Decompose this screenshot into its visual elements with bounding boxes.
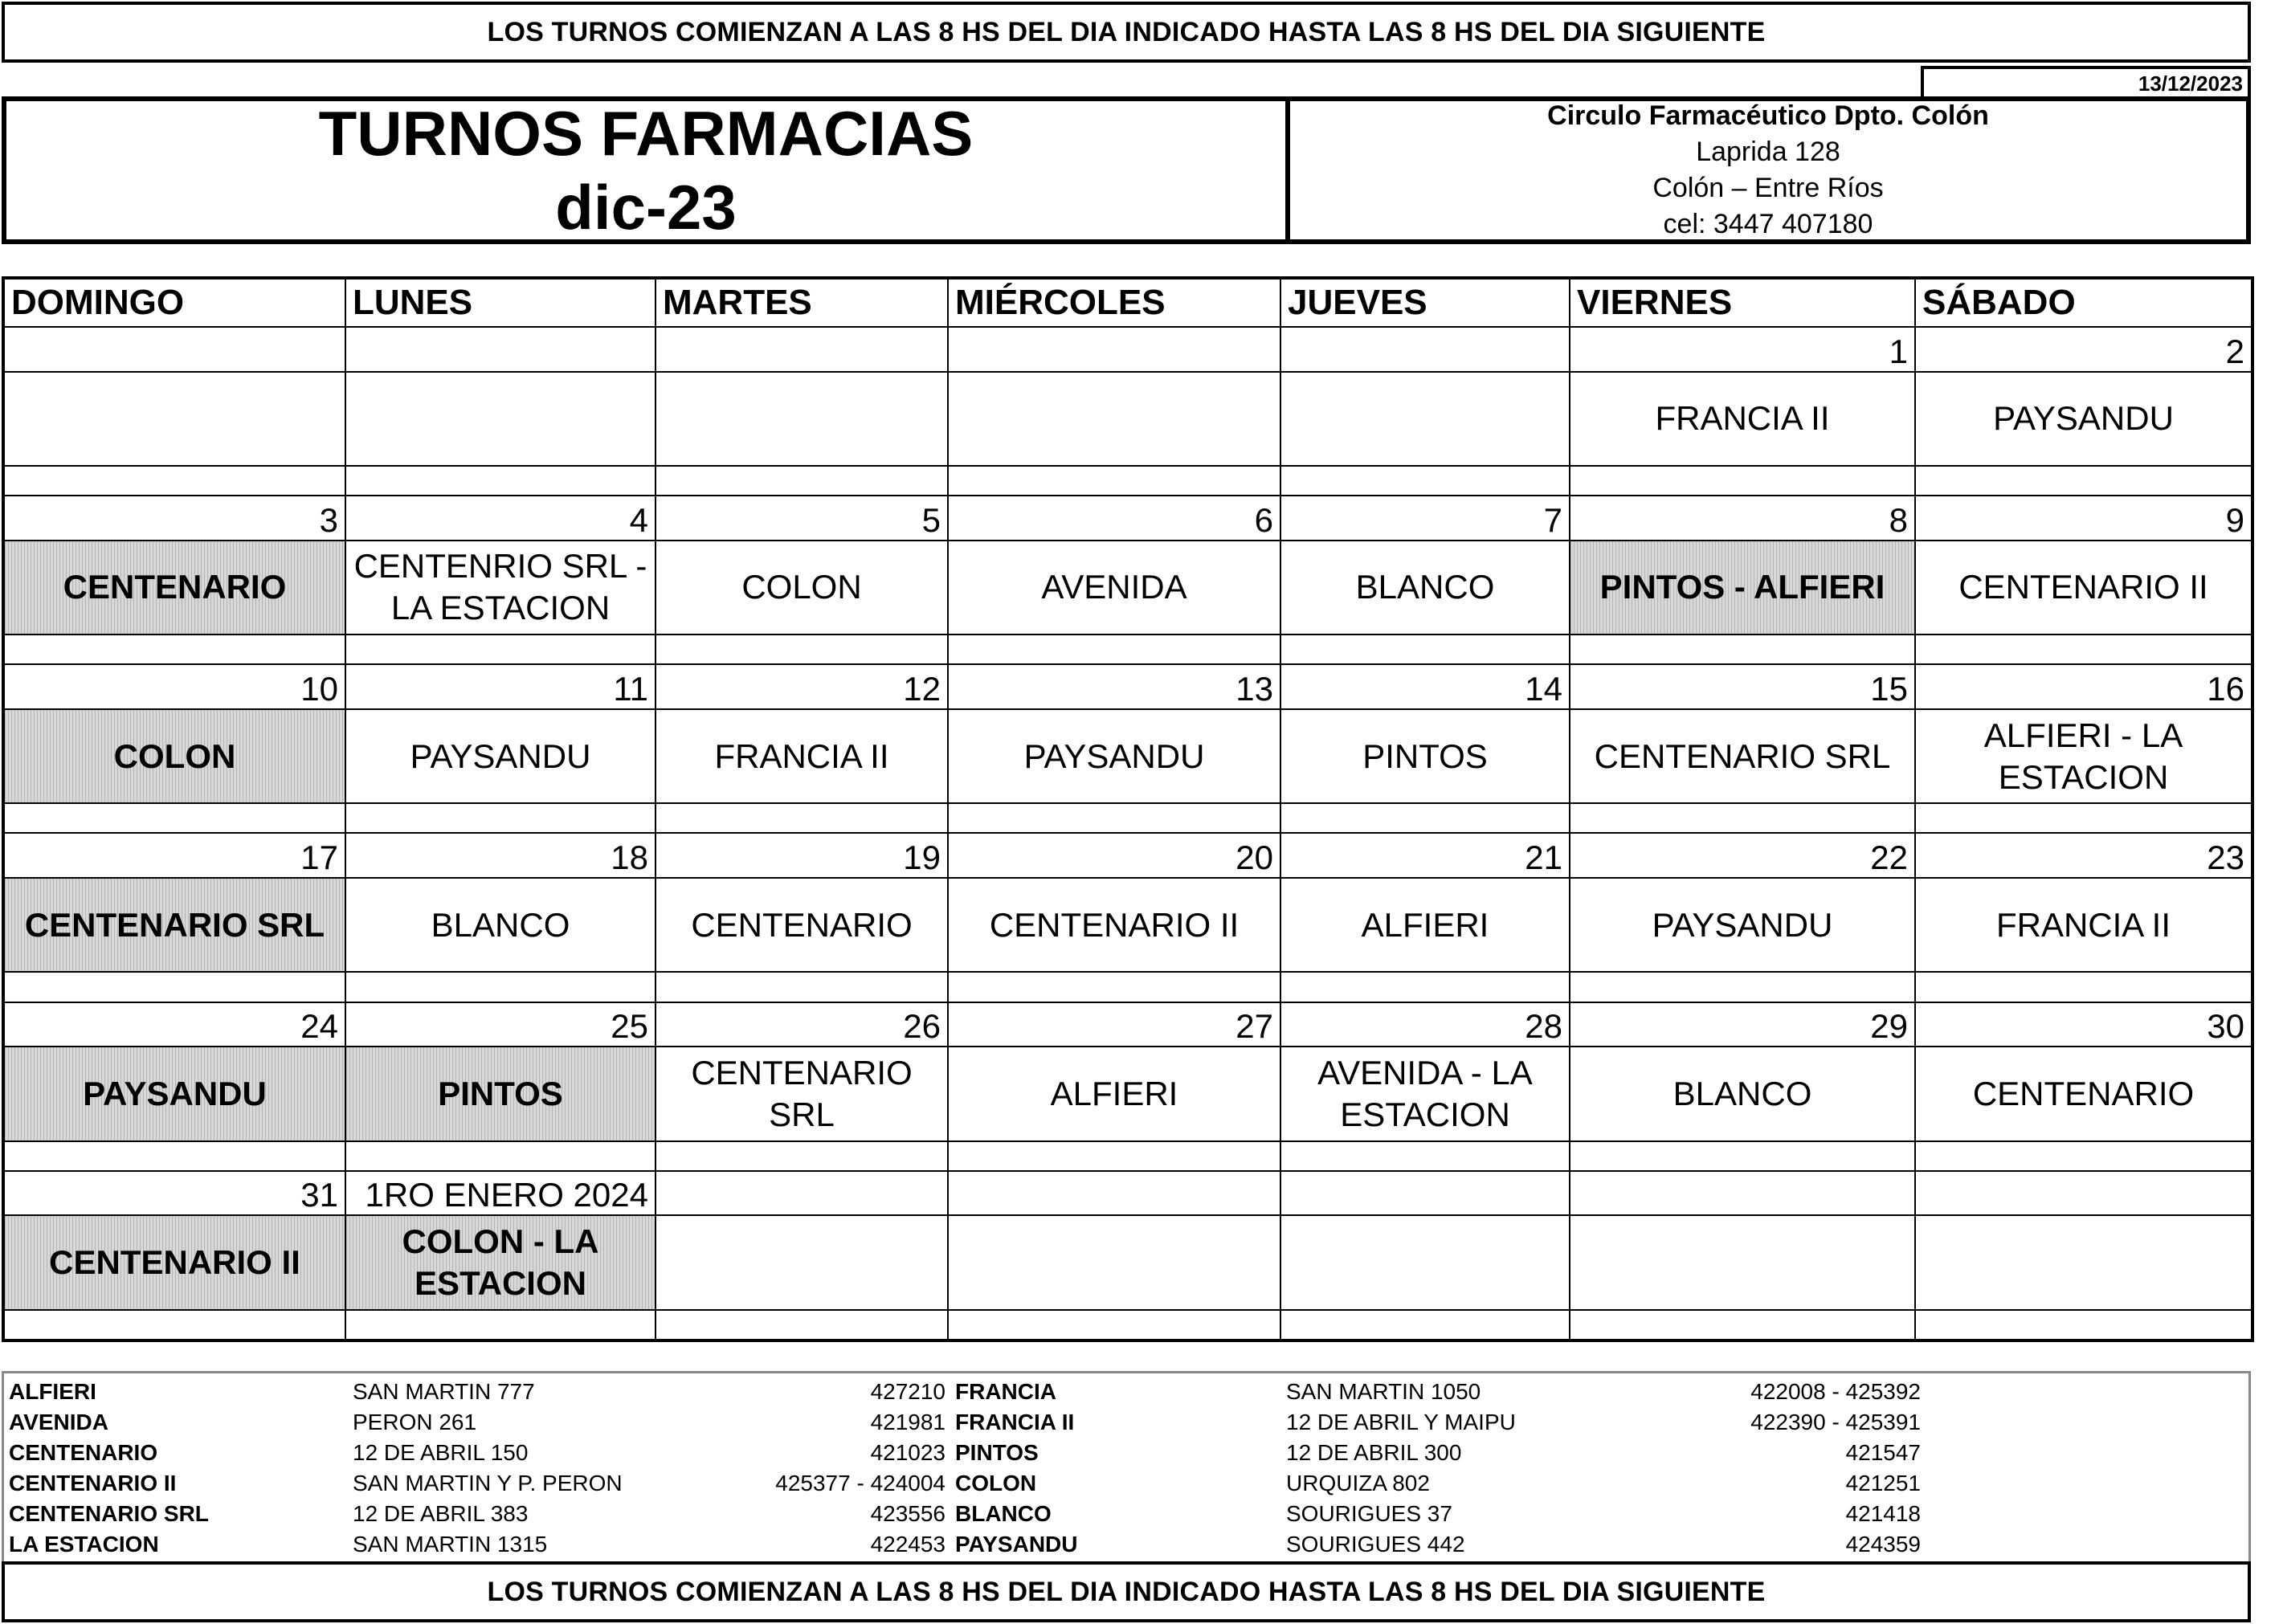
- pharmacy-name: LA ESTACION: [9, 1532, 159, 1557]
- title-block: [6, 98, 1290, 243]
- pharmacy-phone: 421023: [870, 1440, 945, 1465]
- pharmacy-name: CENTENARIO II: [9, 1471, 177, 1495]
- spacer-cell: [345, 972, 656, 1002]
- date-number: 28: [1280, 1002, 1570, 1047]
- weekday-header: VIERNES: [1570, 278, 1915, 327]
- on-duty-pharmacy: COLON: [656, 541, 948, 635]
- pharmacy-phone: 423556: [870, 1501, 945, 1526]
- pharmacy-row: [4, 1499, 1926, 1529]
- on-duty-pharmacy: ALFIERI - LA ESTACION: [1915, 709, 2252, 803]
- calendar-body: [3, 327, 2252, 1340]
- date-number: 12: [656, 664, 948, 709]
- date-number: 18: [345, 833, 656, 878]
- pharmacy-name: PINTOS: [955, 1440, 1039, 1465]
- spacer-cell: [3, 1141, 345, 1171]
- date-number: 6: [948, 496, 1280, 541]
- header: [2, 96, 2251, 244]
- on-duty-pharmacy: FRANCIA II: [1915, 878, 2252, 972]
- date-number-row: [3, 1171, 2252, 1216]
- on-duty-pharmacy: PINTOS: [1280, 709, 1570, 803]
- date-number: [1915, 1171, 2252, 1216]
- pharmacy-directory-table: [4, 1377, 1926, 1560]
- pharmacy-phone: 422453: [870, 1532, 945, 1557]
- pharmacy-address: URQUIZA 802: [1286, 1471, 1430, 1495]
- on-duty-pharmacy: PAYSANDU: [948, 709, 1280, 803]
- weekday-header: DOMINGO: [3, 278, 345, 327]
- pharmacy-name: PAYSANDU: [955, 1532, 1078, 1557]
- date-number: [1280, 1171, 1570, 1216]
- spacer-cell: [345, 1141, 656, 1171]
- duty-row: [3, 372, 2252, 466]
- date-number: 15: [1570, 664, 1915, 709]
- pharmacy-phone: 421418: [1845, 1501, 1921, 1526]
- date-number: 31: [3, 1171, 345, 1216]
- date-number-row: [3, 327, 2252, 372]
- on-duty-pharmacy: CENTENARIO II: [948, 878, 1280, 972]
- spacer-row: [3, 1141, 2252, 1171]
- pharmacy-phone: 427210: [870, 1379, 945, 1404]
- weekday-header: MIÉRCOLES: [948, 278, 1280, 327]
- spacer-row: [3, 803, 2252, 833]
- pharmacy-name: COLON: [955, 1471, 1037, 1495]
- pharmacy-name: FRANCIA: [955, 1379, 1056, 1404]
- on-duty-pharmacy: PAYSANDU: [1570, 878, 1915, 972]
- date-number: 22: [1570, 833, 1915, 878]
- on-duty-pharmacy: PAYSANDU: [345, 709, 656, 803]
- date-number: 16: [1915, 664, 2252, 709]
- pharmacy-row: [4, 1438, 1926, 1468]
- duty-row: [3, 709, 2252, 803]
- date-number: 21: [1280, 833, 1570, 878]
- date-number: 29: [1570, 1002, 1915, 1047]
- pharmacy-address: 12 DE ABRIL 383: [353, 1501, 529, 1526]
- pharmacy-address: SAN MARTIN 777: [353, 1379, 535, 1404]
- spacer-cell: [1915, 466, 2252, 496]
- month-label: dic-23: [555, 172, 737, 243]
- on-duty-pharmacy: FRANCIA II: [656, 709, 948, 803]
- spacer-cell: [1570, 466, 1915, 496]
- spacer-cell: [948, 803, 1280, 833]
- spacer-cell: [1915, 1141, 2252, 1171]
- on-duty-pharmacy: CENTENARIO SRL: [3, 878, 345, 972]
- date-number: 10: [3, 664, 345, 709]
- spacer-cell: [656, 972, 948, 1002]
- pharmacy-phone: 421981: [870, 1410, 945, 1434]
- spacer-cell: [948, 1310, 1280, 1340]
- date-number-row: [3, 833, 2252, 878]
- top-notice-banner: LOS TURNOS COMIENZAN A LAS 8 HS DEL DIA INDICADO HASTA LAS 8 HS DEL DIA SIGUIENTE: [2, 2, 2251, 63]
- spacer-cell: [656, 1141, 948, 1171]
- date-number-row: [3, 1002, 2252, 1047]
- pharmacy-name: AVENIDA: [9, 1410, 108, 1434]
- spacer-cell: [1280, 972, 1570, 1002]
- spacer-row: [3, 1310, 2252, 1340]
- page-title: TURNOS FARMACIAS: [318, 98, 974, 169]
- pharmacy-name: ALFIERI: [9, 1379, 96, 1404]
- duty-row: [3, 541, 2252, 635]
- spacer-cell: [345, 1310, 656, 1340]
- pharmacy-address: SAN MARTIN 1050: [1286, 1379, 1481, 1404]
- spacer-cell: [1280, 1310, 1570, 1340]
- weekday-header: SÁBADO: [1915, 278, 2252, 327]
- spacer-row: [3, 972, 2252, 1002]
- spacer-row: [3, 466, 2252, 496]
- on-duty-pharmacy: BLANCO: [1280, 541, 1570, 635]
- spacer-cell: [345, 803, 656, 833]
- on-duty-pharmacy: CENTENARIO SRL: [1570, 709, 1915, 803]
- duty-row: [3, 878, 2252, 972]
- pharmacy-name: CENTENARIO SRL: [9, 1501, 209, 1526]
- on-duty-pharmacy: CENTENARIO: [3, 541, 345, 635]
- spacer-cell: [656, 1310, 948, 1340]
- date-number: 3: [3, 496, 345, 541]
- issue-date: 13/12/2023: [1921, 66, 2251, 96]
- spacer-cell: [1915, 1310, 2252, 1340]
- on-duty-pharmacy: [345, 372, 656, 466]
- date-number: 25: [345, 1002, 656, 1047]
- on-duty-pharmacy: FRANCIA II: [1570, 372, 1915, 466]
- on-duty-pharmacy: PAYSANDU: [1915, 372, 2252, 466]
- org-name: Circulo Farmacéutico Dpto. Colón: [1547, 100, 1989, 131]
- pharmacy-name: FRANCIA II: [955, 1410, 1075, 1434]
- date-number: [656, 1171, 948, 1216]
- date-number-row: [3, 496, 2252, 541]
- on-duty-pharmacy: [656, 372, 948, 466]
- pharmacy-name: CENTENARIO: [9, 1440, 158, 1465]
- on-duty-pharmacy: AVENIDA: [948, 541, 1280, 635]
- pharmacy-phone: 422390 - 425391: [1750, 1410, 1921, 1434]
- org-phone: cel: 3447 407180: [1663, 209, 1873, 239]
- date-number: [948, 327, 1280, 372]
- spacer-cell: [948, 972, 1280, 1002]
- spacer-cell: [1570, 1141, 1915, 1171]
- pharmacy-address: SOURIGUES 37: [1286, 1501, 1452, 1526]
- spacer-cell: [1280, 466, 1570, 496]
- spacer-cell: [1570, 1310, 1915, 1340]
- pharmacy-name: BLANCO: [955, 1501, 1052, 1526]
- weekday-header: MARTES: [656, 278, 948, 327]
- pharmacy-address: 12 DE ABRIL Y MAIPU: [1286, 1410, 1516, 1434]
- spacer-cell: [345, 635, 656, 664]
- on-duty-pharmacy: ALFIERI: [1280, 878, 1570, 972]
- pharmacy-address: 12 DE ABRIL 150: [353, 1440, 529, 1465]
- date-number: 30: [1915, 1002, 2252, 1047]
- date-number: 23: [1915, 833, 2252, 878]
- spacer-cell: [3, 466, 345, 496]
- spacer-cell: [1915, 803, 2252, 833]
- pharmacy-phone: 421547: [1845, 1440, 1921, 1465]
- pharmacy-row: [4, 1468, 1926, 1499]
- bottom-notice-banner: LOS TURNOS COMIENZAN A LAS 8 HS DEL DIA INDICADO HASTA LAS 8 HS DEL DIA SIGUIENTE: [2, 1561, 2251, 1622]
- on-duty-pharmacy: [948, 1215, 1280, 1309]
- spacer-cell: [1570, 972, 1915, 1002]
- on-duty-pharmacy: [1280, 372, 1570, 466]
- pharmacy-phone: 424359: [1845, 1532, 1921, 1557]
- on-duty-pharmacy: BLANCO: [345, 878, 656, 972]
- date-number: 26: [656, 1002, 948, 1047]
- spacer-cell: [1280, 635, 1570, 664]
- date-number: 4: [345, 496, 656, 541]
- date-number: [345, 327, 656, 372]
- on-duty-pharmacy: CENTENARIO SRL: [656, 1047, 948, 1140]
- spacer-cell: [345, 466, 656, 496]
- spacer-cell: [1915, 635, 2252, 664]
- on-duty-pharmacy: CENTENARIO: [656, 878, 948, 972]
- pharmacy-address: SOURIGUES 442: [1286, 1532, 1465, 1557]
- on-duty-pharmacy: [948, 372, 1280, 466]
- on-duty-pharmacy: CENTENARIO II: [1915, 541, 2252, 635]
- on-duty-pharmacy: [1915, 1215, 2252, 1309]
- spacer-cell: [1570, 635, 1915, 664]
- date-number: 1RO ENERO 2024: [345, 1171, 656, 1216]
- spacer-cell: [1280, 803, 1570, 833]
- date-number-row: [3, 664, 2252, 709]
- on-duty-pharmacy: [1570, 1215, 1915, 1309]
- date-number: 13: [948, 664, 1280, 709]
- pharmacy-address: PERON 261: [353, 1410, 477, 1434]
- on-duty-pharmacy: CENTENARIO: [1915, 1047, 2252, 1140]
- date-number: 20: [948, 833, 1280, 878]
- spacer-cell: [1280, 1141, 1570, 1171]
- date-number: 14: [1280, 664, 1570, 709]
- date-number: [656, 327, 948, 372]
- on-duty-pharmacy: PINTOS: [345, 1047, 656, 1140]
- date-number: 2: [1915, 327, 2252, 372]
- spacer-cell: [948, 466, 1280, 496]
- date-number: 27: [948, 1002, 1280, 1047]
- spacer-cell: [1570, 803, 1915, 833]
- spacer-cell: [948, 635, 1280, 664]
- date-number: [948, 1171, 1280, 1216]
- org-address: Laprida 128: [1696, 137, 1840, 167]
- calendar-table: [2, 276, 2254, 1342]
- spacer-cell: [656, 803, 948, 833]
- on-duty-pharmacy: PINTOS - ALFIERI: [1570, 541, 1915, 635]
- date-number: [1570, 1171, 1915, 1216]
- spacer-cell: [3, 803, 345, 833]
- on-duty-pharmacy: ALFIERI: [948, 1047, 1280, 1140]
- spacer-cell: [656, 635, 948, 664]
- pharmacy-directory-body: [4, 1377, 1926, 1560]
- date-number: 5: [656, 496, 948, 541]
- on-duty-pharmacy: [3, 372, 345, 466]
- pharmacy-phone: 421251: [1845, 1471, 1921, 1495]
- pharmacy-row: [4, 1377, 1926, 1407]
- on-duty-pharmacy: COLON: [3, 709, 345, 803]
- pharmacy-address: SAN MARTIN Y P. PERON: [353, 1471, 623, 1495]
- spacer-cell: [3, 972, 345, 1002]
- on-duty-pharmacy: BLANCO: [1570, 1047, 1915, 1140]
- spacer-cell: [948, 1141, 1280, 1171]
- pharmacy-directory: [2, 1371, 2251, 1564]
- org-city: Colón – Entre Ríos: [1652, 173, 1884, 203]
- duty-row: [3, 1215, 2252, 1309]
- date-number: 9: [1915, 496, 2252, 541]
- date-number: [3, 327, 345, 372]
- date-number: 17: [3, 833, 345, 878]
- on-duty-pharmacy: CENTENRIO SRL - LA ESTACION: [345, 541, 656, 635]
- date-number: 7: [1280, 496, 1570, 541]
- organization-block: [1290, 101, 2246, 239]
- pharmacy-row: [4, 1407, 1926, 1438]
- on-duty-pharmacy: CENTENARIO II: [3, 1215, 345, 1309]
- spacer-cell: [3, 635, 345, 664]
- pharmacy-address: SAN MARTIN 1315: [353, 1532, 548, 1557]
- on-duty-pharmacy: AVENIDA - LA ESTACION: [1280, 1047, 1570, 1140]
- spacer-cell: [1915, 972, 2252, 1002]
- on-duty-pharmacy: [1280, 1215, 1570, 1309]
- weekday-header: LUNES: [345, 278, 656, 327]
- on-duty-pharmacy: PAYSANDU: [3, 1047, 345, 1140]
- date-number: 24: [3, 1002, 345, 1047]
- weekday-header-row: [3, 278, 2252, 327]
- duty-row: [3, 1047, 2252, 1140]
- on-duty-pharmacy: [656, 1215, 948, 1309]
- spacer-row: [3, 635, 2252, 664]
- pharmacy-row: [4, 1529, 1926, 1560]
- spacer-cell: [3, 1310, 345, 1340]
- on-duty-pharmacy: COLON - LA ESTACION: [345, 1215, 656, 1309]
- weekday-header: JUEVES: [1280, 278, 1570, 327]
- date-number: 11: [345, 664, 656, 709]
- pharmacy-phone: 425377 - 424004: [775, 1471, 945, 1495]
- date-number: 1: [1570, 327, 1915, 372]
- date-number: 19: [656, 833, 948, 878]
- pharmacy-address: 12 DE ABRIL 300: [1286, 1440, 1462, 1465]
- pharmacy-phone: 422008 - 425392: [1750, 1379, 1921, 1404]
- date-number: 8: [1570, 496, 1915, 541]
- spacer-cell: [656, 466, 948, 496]
- date-number: [1280, 327, 1570, 372]
